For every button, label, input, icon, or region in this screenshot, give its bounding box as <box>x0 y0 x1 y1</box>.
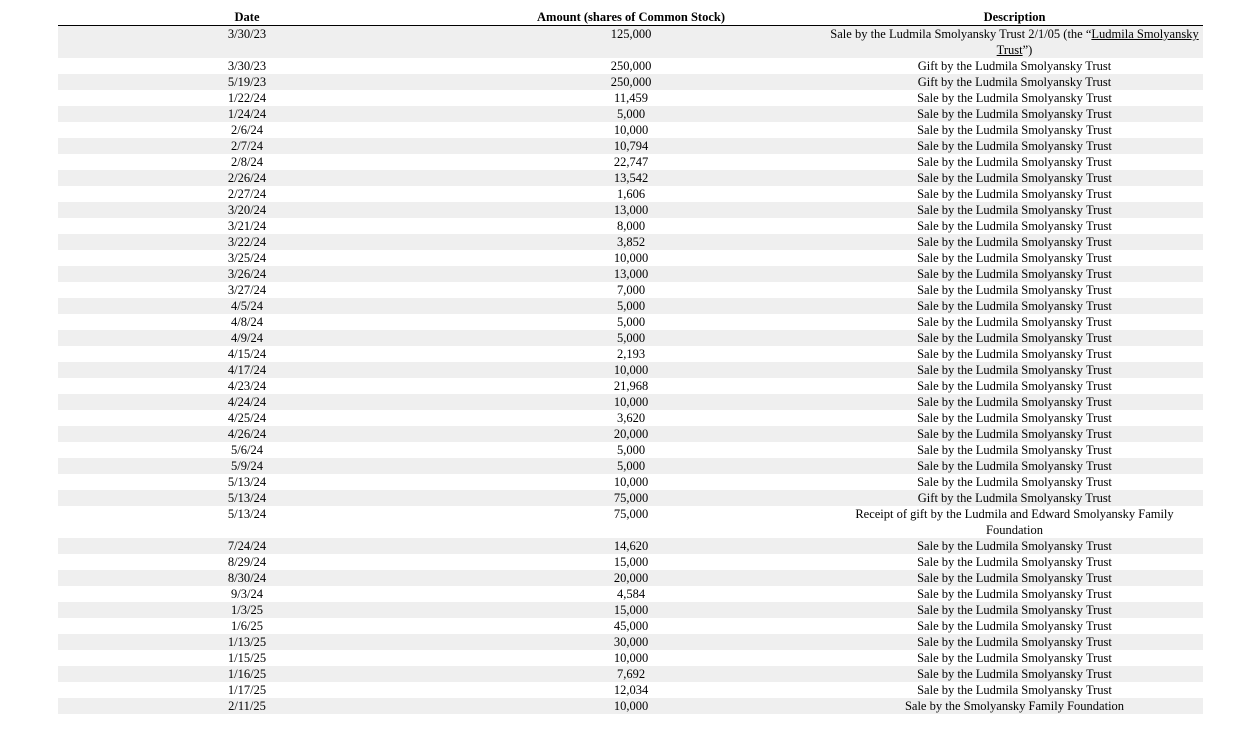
row-amount: 10,000 <box>613 251 649 265</box>
table-row <box>58 282 1203 298</box>
row-date: 3/27/24 <box>227 283 267 297</box>
row-description: Sale by the Ludmila Smolyansky Trust <box>917 171 1112 185</box>
row-amount: 5,000 <box>616 331 646 345</box>
row-description: Sale by the Ludmila Smolyansky Trust <box>917 235 1112 249</box>
row-description: Sale by the Ludmila Smolyansky Trust <box>917 315 1112 329</box>
table-row <box>58 602 1203 618</box>
row-description: Sale by the Ludmila Smolyansky Trust <box>917 331 1112 345</box>
table-row <box>58 378 1203 394</box>
row-amount: 13,000 <box>613 267 649 281</box>
row-description: Sale by the Ludmila Smolyansky Trust <box>917 555 1112 569</box>
row-amount: 13,542 <box>613 171 649 185</box>
row-description: Sale by the Ludmila Smolyansky Trust <box>917 267 1112 281</box>
row-date: 3/30/23 <box>227 27 267 41</box>
row-description: Sale by the Ludmila Smolyansky Trust <box>917 603 1112 617</box>
row-amount: 5,000 <box>616 443 646 457</box>
amount-header: Amount (shares of Common Stock) <box>537 10 725 24</box>
row-amount: 125,000 <box>610 27 652 41</box>
row-date: 8/30/24 <box>227 571 267 585</box>
description-header: Description <box>983 10 1046 24</box>
table-row <box>58 506 1203 538</box>
table-row <box>58 474 1203 490</box>
row-amount: 4,584 <box>616 587 646 601</box>
row-date: 4/25/24 <box>227 411 267 425</box>
row-amount: 10,794 <box>613 139 649 153</box>
row-date: 3/22/24 <box>227 235 267 249</box>
row-date: 4/26/24 <box>227 427 267 441</box>
desc-suffix: ”) <box>1022 43 1033 57</box>
row-date: 1/22/24 <box>227 91 267 105</box>
row-description: Sale by the Ludmila Smolyansky Trust <box>917 251 1112 265</box>
table-row <box>58 666 1203 682</box>
row-description: Gift by the Ludmila Smolyansky Trust <box>917 491 1112 505</box>
row-date: 1/16/25 <box>227 667 267 681</box>
table-row <box>58 410 1203 426</box>
table-row <box>58 234 1203 250</box>
row-amount: 75,000 <box>613 491 649 505</box>
row-amount: 22,747 <box>613 155 649 169</box>
row-amount: 75,000 <box>613 507 649 521</box>
row-amount: 7,000 <box>616 283 646 297</box>
row-description <box>826 26 1203 58</box>
row-description: Sale by the Ludmila Smolyansky Trust <box>917 139 1112 153</box>
row-date: 3/25/24 <box>227 251 267 265</box>
table-row <box>58 634 1203 650</box>
row-date: 4/5/24 <box>231 299 263 313</box>
row-amount: 13,000 <box>613 203 649 217</box>
row-date: 2/8/24 <box>231 155 263 169</box>
table-row <box>58 538 1203 554</box>
row-description: Sale by the Ludmila Smolyansky Trust <box>917 619 1112 633</box>
row-description: Sale by the Ludmila Smolyansky Trust <box>917 443 1112 457</box>
row-date: 3/30/23 <box>227 59 267 73</box>
row-description: Sale by the Ludmila Smolyansky Trust <box>917 155 1112 169</box>
row-date: 2/26/24 <box>227 171 267 185</box>
table-row <box>58 26 1203 58</box>
row-description: Sale by the Ludmila Smolyansky Trust <box>917 187 1112 201</box>
row-description: Sale by the Ludmila Smolyansky Trust <box>917 347 1112 361</box>
table-row <box>58 218 1203 234</box>
row-amount: 250,000 <box>610 59 652 73</box>
row-description: Sale by the Ludmila Smolyansky Trust <box>917 395 1112 409</box>
row-description: Sale by the Ludmila Smolyansky Trust <box>917 651 1112 665</box>
table-row <box>58 170 1203 186</box>
row-description: Sale by the Ludmila Smolyansky Trust <box>917 299 1112 313</box>
row-description: Sale by the Ludmila Smolyansky Trust <box>917 683 1112 697</box>
row-description: Sale by the Ludmila Smolyansky Trust <box>917 203 1112 217</box>
row-date: 4/24/24 <box>227 395 267 409</box>
table-row <box>58 698 1203 714</box>
row-description: Sale by the Ludmila Smolyansky Trust <box>917 459 1112 473</box>
row-amount: 2,193 <box>616 347 646 361</box>
table-row <box>58 74 1203 90</box>
row-amount: 10,000 <box>613 475 649 489</box>
row-amount: 20,000 <box>613 571 649 585</box>
row-date: 2/27/24 <box>227 187 267 201</box>
row-date: 4/17/24 <box>227 363 267 377</box>
table-row <box>58 266 1203 282</box>
row-description: Sale by the Ludmila Smolyansky Trust <box>917 91 1112 105</box>
row-amount: 5,000 <box>616 459 646 473</box>
table-row <box>58 250 1203 266</box>
table-row <box>58 394 1203 410</box>
row-description: Sale by the Ludmila Smolyansky Trust <box>917 219 1112 233</box>
table-row <box>58 442 1203 458</box>
desc-prefix: Sale by the Ludmila Smolyansky Trust 2/1/05 (the “ <box>830 27 1092 41</box>
row-date: 4/9/24 <box>231 331 263 345</box>
row-amount: 5,000 <box>616 315 646 329</box>
row-amount: 11,459 <box>614 91 648 105</box>
table-body <box>58 58 1203 714</box>
table-row <box>58 650 1203 666</box>
row-description: Sale by the Ludmila Smolyansky Trust <box>917 587 1112 601</box>
row-amount: 10,000 <box>613 123 649 137</box>
row-amount: 1,606 <box>616 187 646 201</box>
row-date: 4/23/24 <box>227 379 267 393</box>
row-amount: 21,968 <box>613 379 649 393</box>
row-description: Sale by the Ludmila Smolyansky Trust <box>917 571 1112 585</box>
table-row <box>58 298 1203 314</box>
table-row <box>58 570 1203 586</box>
row-date: 1/13/25 <box>227 635 267 649</box>
row-date: 1/15/25 <box>227 651 267 665</box>
row-date: 1/6/25 <box>231 619 263 633</box>
table-row <box>58 186 1203 202</box>
table-row <box>58 202 1203 218</box>
table-row <box>58 458 1203 474</box>
table-row <box>58 314 1203 330</box>
transactions-table <box>58 9 1203 714</box>
table-row <box>58 330 1203 346</box>
row-description: Sale by the Ludmila Smolyansky Trust <box>917 363 1112 377</box>
row-amount: 12,034 <box>613 683 649 697</box>
row-amount: 14,620 <box>613 539 649 553</box>
row-description: Sale by the Ludmila Smolyansky Trust <box>917 635 1112 649</box>
row-date: 9/3/24 <box>231 587 263 601</box>
row-date: 5/6/24 <box>231 443 263 457</box>
row-amount: 8,000 <box>616 219 646 233</box>
date-header: Date <box>234 10 260 24</box>
row-date: 1/24/24 <box>227 107 267 121</box>
row-amount: 250,000 <box>610 75 652 89</box>
row-date: 8/29/24 <box>227 555 267 569</box>
row-date: 5/19/23 <box>227 75 267 89</box>
row-description: Sale by the Ludmila Smolyansky Trust <box>917 283 1112 297</box>
row-amount: 45,000 <box>613 619 649 633</box>
table-row <box>58 618 1203 634</box>
row-description: Gift by the Ludmila Smolyansky Trust <box>917 75 1112 89</box>
row-amount: 15,000 <box>613 555 649 569</box>
row-description: Receipt of gift by the Ludmila and Edward Smolyansky Family Foundation <box>855 507 1174 537</box>
row-date: 4/15/24 <box>227 347 267 361</box>
row-date: 1/3/25 <box>231 603 263 617</box>
table-row <box>58 490 1203 506</box>
row-description: Sale by the Ludmila Smolyansky Trust <box>917 107 1112 121</box>
table-row <box>58 554 1203 570</box>
row-date: 5/9/24 <box>231 459 263 473</box>
table-row <box>58 106 1203 122</box>
table-row <box>58 426 1203 442</box>
row-amount: 30,000 <box>613 635 649 649</box>
row-date: 2/11/25 <box>228 699 266 713</box>
row-amount: 10,000 <box>613 699 649 713</box>
row-date: 4/8/24 <box>231 315 263 329</box>
table-row <box>58 586 1203 602</box>
table-row <box>58 346 1203 362</box>
row-date: 7/24/24 <box>227 539 267 553</box>
row-date: 3/21/24 <box>227 219 267 233</box>
row-date: 3/20/24 <box>227 203 267 217</box>
row-amount: 5,000 <box>616 107 646 121</box>
row-amount: 10,000 <box>613 363 649 377</box>
row-description: Sale by the Ludmila Smolyansky Trust <box>917 379 1112 393</box>
row-description: Gift by the Ludmila Smolyansky Trust <box>917 59 1112 73</box>
table-row <box>58 90 1203 106</box>
row-description: Sale by the Ludmila Smolyansky Trust <box>917 667 1112 681</box>
row-amount: 10,000 <box>613 651 649 665</box>
row-date: 2/6/24 <box>231 123 263 137</box>
row-description: Sale by the Ludmila Smolyansky Trust <box>917 411 1112 425</box>
row-description: Sale by the Ludmila Smolyansky Trust <box>917 539 1112 553</box>
table-row <box>58 122 1203 138</box>
table-row <box>58 682 1203 698</box>
row-date: 5/13/24 <box>227 475 267 489</box>
row-date: 1/17/25 <box>227 683 267 697</box>
row-amount: 20,000 <box>613 427 649 441</box>
table-header <box>58 9 1203 26</box>
row-description: Sale by the Ludmila Smolyansky Trust <box>917 123 1112 137</box>
row-date: 2/7/24 <box>231 139 263 153</box>
row-date: 3/26/24 <box>227 267 267 281</box>
row-date: 5/13/24 <box>227 491 267 505</box>
row-amount: 15,000 <box>613 603 649 617</box>
row-amount: 5,000 <box>616 299 646 313</box>
row-description: Sale by the Ludmila Smolyansky Trust <box>917 475 1112 489</box>
table-row <box>58 362 1203 378</box>
row-date: 5/13/24 <box>227 507 267 521</box>
row-amount: 3,852 <box>616 235 646 249</box>
row-amount: 3,620 <box>616 411 646 425</box>
row-description: Sale by the Smolyansky Family Foundation <box>904 699 1125 713</box>
trust-defined-term: Ludmila Smolyansky Trust <box>996 27 1199 57</box>
row-description: Sale by the Ludmila Smolyansky Trust <box>917 427 1112 441</box>
row-amount: 7,692 <box>616 667 646 681</box>
table-row <box>58 154 1203 170</box>
row-amount: 10,000 <box>613 395 649 409</box>
table-row <box>58 58 1203 74</box>
table-row <box>58 138 1203 154</box>
